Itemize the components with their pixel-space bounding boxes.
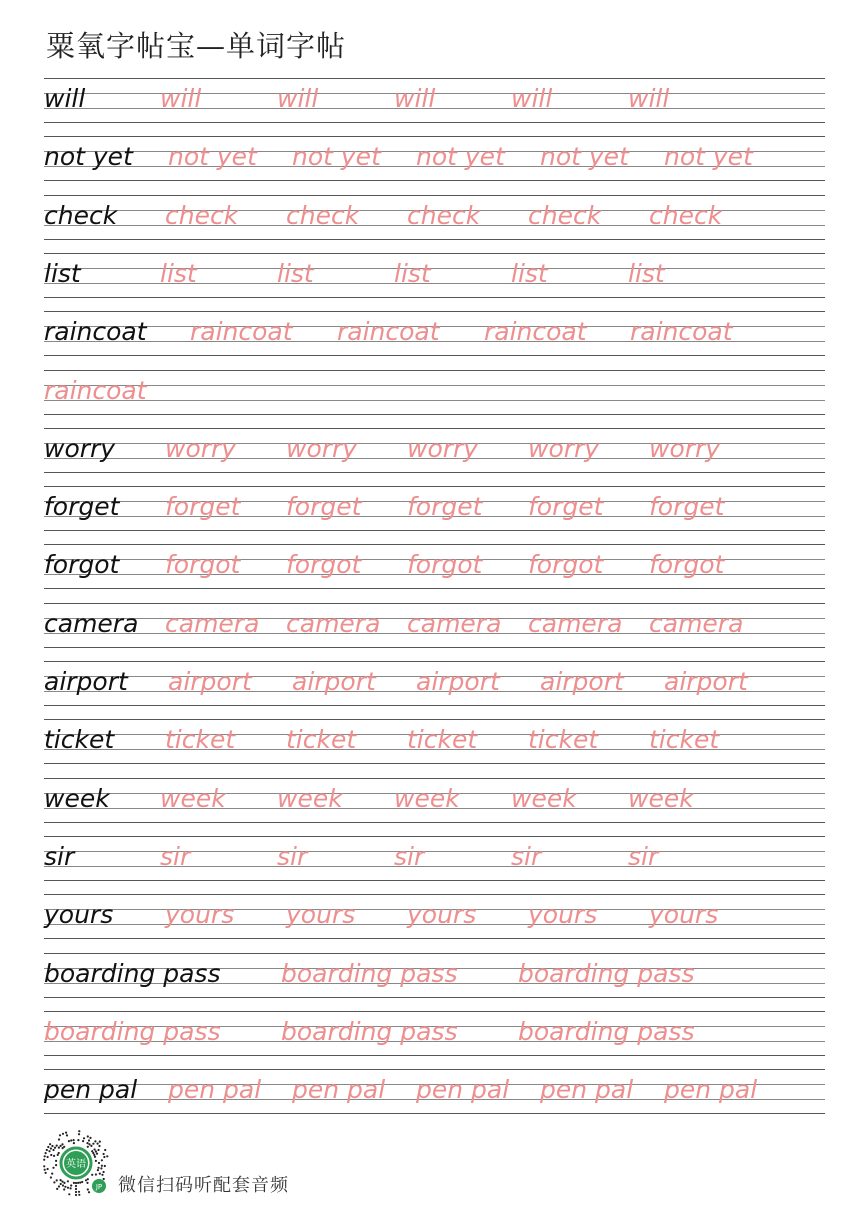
trace-word: yours bbox=[286, 900, 356, 930]
practice-row bbox=[44, 894, 825, 952]
rule-bottom bbox=[44, 239, 825, 240]
rule-bottom bbox=[44, 1113, 825, 1114]
footer bbox=[40, 1127, 440, 1199]
trace-word: yours bbox=[165, 900, 235, 930]
practice-row bbox=[44, 253, 825, 311]
rule-bottom bbox=[44, 122, 825, 123]
trace-word: week bbox=[628, 783, 694, 813]
trace-word: forget bbox=[165, 492, 241, 522]
qr-corner-text: JP bbox=[95, 1183, 103, 1191]
model-word: worry bbox=[44, 433, 116, 463]
trace-word: raincoat bbox=[44, 375, 147, 405]
trace-word: boarding pass bbox=[281, 1016, 458, 1046]
rule-bottom bbox=[44, 763, 825, 764]
trace-word: sir bbox=[394, 841, 425, 871]
rule-top bbox=[44, 544, 825, 545]
trace-word: boarding pass bbox=[518, 1016, 695, 1046]
practice-row bbox=[44, 836, 825, 894]
practice-row bbox=[44, 486, 825, 544]
practice-row bbox=[44, 428, 825, 486]
trace-word: list bbox=[628, 258, 665, 288]
trace-word: will bbox=[160, 84, 202, 113]
trace-word: pen pal bbox=[664, 1075, 758, 1105]
trace-word: check bbox=[286, 200, 360, 230]
practice-row bbox=[44, 311, 825, 369]
trace-word: forget bbox=[407, 492, 483, 522]
trace-word: airport bbox=[168, 667, 252, 696]
model-word: pen pal bbox=[44, 1075, 138, 1105]
model-word: week bbox=[44, 783, 110, 813]
rule-bottom bbox=[44, 647, 825, 648]
trace-word: worry bbox=[649, 433, 721, 463]
rule-bottom bbox=[44, 472, 825, 473]
trace-word: worry bbox=[165, 433, 237, 463]
trace-word: forgot bbox=[528, 550, 604, 580]
trace-word: worry bbox=[286, 433, 358, 463]
trace-word: ticket bbox=[407, 725, 478, 755]
trace-word: check bbox=[528, 200, 602, 230]
trace-word: week bbox=[511, 783, 577, 813]
rule-bottom bbox=[44, 938, 825, 939]
practice-row bbox=[44, 1069, 825, 1127]
model-word: boarding pass bbox=[44, 958, 221, 988]
trace-word: sir bbox=[160, 841, 191, 871]
practice-row bbox=[44, 78, 825, 136]
trace-word: list bbox=[394, 258, 431, 288]
trace-word: forgot bbox=[286, 550, 362, 580]
practice-row bbox=[44, 195, 825, 253]
trace-word: list bbox=[160, 258, 197, 288]
trace-word: not yet bbox=[416, 142, 505, 172]
trace-word: sir bbox=[511, 841, 542, 871]
trace-word: airport bbox=[540, 667, 624, 696]
trace-word: not yet bbox=[292, 142, 381, 172]
model-word: airport bbox=[44, 667, 128, 696]
trace-word: yours bbox=[407, 900, 477, 930]
trace-word: boarding pass bbox=[281, 958, 458, 988]
trace-word: pen pal bbox=[292, 1075, 386, 1105]
practice-row bbox=[44, 1011, 825, 1069]
model-word: forget bbox=[44, 492, 120, 522]
rule-top bbox=[44, 311, 825, 312]
model-word: not yet bbox=[44, 142, 133, 172]
trace-word: not yet bbox=[540, 142, 629, 172]
trace-word: airport bbox=[664, 667, 748, 696]
trace-word: camera bbox=[165, 608, 260, 638]
rule-bottom bbox=[44, 997, 825, 998]
trace-word: yours bbox=[528, 900, 598, 930]
trace-word: forget bbox=[286, 492, 362, 522]
model-word: camera bbox=[44, 608, 139, 638]
trace-word: sir bbox=[277, 841, 308, 871]
trace-word: forget bbox=[528, 492, 604, 522]
rule-top bbox=[44, 836, 825, 837]
model-word: yours bbox=[44, 900, 114, 930]
rule-top bbox=[44, 136, 825, 137]
rule-bottom bbox=[44, 530, 825, 531]
trace-word: list bbox=[511, 258, 548, 288]
trace-word: pen pal bbox=[168, 1075, 262, 1105]
rule-top bbox=[44, 953, 825, 954]
trace-word: check bbox=[649, 200, 723, 230]
trace-word: camera bbox=[286, 608, 381, 638]
trace-word: worry bbox=[407, 433, 479, 463]
rule-bottom bbox=[44, 705, 825, 706]
trace-word: yours bbox=[649, 900, 719, 930]
trace-word: worry bbox=[528, 433, 600, 463]
trace-word: camera bbox=[528, 608, 623, 638]
rule-top bbox=[44, 1069, 825, 1070]
trace-word: check bbox=[407, 200, 481, 230]
rule-top bbox=[44, 1011, 825, 1012]
rule-top bbox=[44, 428, 825, 429]
trace-word: boarding pass bbox=[518, 958, 695, 988]
rule-top bbox=[44, 370, 825, 371]
qr-code-icon[interactable] bbox=[40, 1127, 112, 1199]
model-word: list bbox=[44, 258, 81, 288]
rule-top bbox=[44, 195, 825, 196]
model-word: ticket bbox=[44, 725, 115, 755]
page-title: 粟氧字帖宝—单词字帖 bbox=[46, 29, 347, 63]
trace-word: airport bbox=[292, 667, 376, 696]
rule-top bbox=[44, 719, 825, 720]
model-word: sir bbox=[44, 841, 75, 871]
footer-caption: 微信扫码听配套音频 bbox=[118, 1175, 289, 1196]
trace-word: sir bbox=[628, 841, 659, 871]
trace-word: week bbox=[277, 783, 343, 813]
rule-bottom bbox=[44, 588, 825, 589]
trace-word: boarding pass bbox=[44, 1016, 221, 1046]
practice-row bbox=[44, 603, 825, 661]
trace-word: week bbox=[394, 783, 460, 813]
rule-bottom bbox=[44, 880, 825, 881]
trace-word: forgot bbox=[407, 550, 483, 580]
rule-middle bbox=[44, 385, 825, 386]
trace-word: not yet bbox=[168, 142, 257, 172]
rule-top bbox=[44, 778, 825, 779]
trace-word: airport bbox=[416, 667, 500, 696]
trace-word: will bbox=[394, 84, 436, 113]
trace-word: ticket bbox=[649, 725, 720, 755]
practice-row bbox=[44, 370, 825, 428]
trace-word: check bbox=[165, 200, 239, 230]
rule-top bbox=[44, 603, 825, 604]
trace-word: list bbox=[277, 258, 314, 288]
practice-row bbox=[44, 661, 825, 719]
trace-word: forget bbox=[649, 492, 725, 522]
trace-word: raincoat bbox=[337, 317, 440, 347]
practice-row bbox=[44, 778, 825, 836]
trace-word: pen pal bbox=[540, 1075, 634, 1105]
trace-word: ticket bbox=[528, 725, 599, 755]
rule-middle bbox=[44, 400, 825, 401]
practice-row bbox=[44, 719, 825, 777]
rule-top bbox=[44, 486, 825, 487]
model-word: will bbox=[44, 84, 86, 113]
practice-row bbox=[44, 544, 825, 602]
trace-word: week bbox=[160, 783, 226, 813]
rule-bottom bbox=[44, 1055, 825, 1056]
trace-word: not yet bbox=[664, 142, 753, 172]
rule-bottom bbox=[44, 414, 825, 415]
trace-word: will bbox=[628, 84, 670, 113]
trace-word: raincoat bbox=[484, 317, 587, 347]
trace-word: will bbox=[277, 84, 319, 113]
rule-top bbox=[44, 661, 825, 662]
trace-word: raincoat bbox=[190, 317, 293, 347]
trace-word: camera bbox=[649, 608, 744, 638]
trace-word: ticket bbox=[165, 725, 236, 755]
rule-bottom bbox=[44, 355, 825, 356]
practice-row bbox=[44, 136, 825, 194]
model-word: check bbox=[44, 200, 118, 230]
trace-word: forgot bbox=[165, 550, 241, 580]
rule-top bbox=[44, 894, 825, 895]
trace-word: forgot bbox=[649, 550, 725, 580]
model-word: forgot bbox=[44, 550, 120, 580]
trace-word: will bbox=[511, 84, 553, 113]
trace-word: raincoat bbox=[630, 317, 733, 347]
trace-word: camera bbox=[407, 608, 502, 638]
model-word: raincoat bbox=[44, 317, 147, 347]
rule-bottom bbox=[44, 180, 825, 181]
rule-top bbox=[44, 78, 825, 79]
rule-bottom bbox=[44, 297, 825, 298]
practice-row bbox=[44, 953, 825, 1011]
trace-word: ticket bbox=[286, 725, 357, 755]
rule-bottom bbox=[44, 822, 825, 823]
trace-word: pen pal bbox=[416, 1075, 510, 1105]
rule-top bbox=[44, 253, 825, 254]
qr-badge-text: 英语 bbox=[66, 1159, 86, 1170]
